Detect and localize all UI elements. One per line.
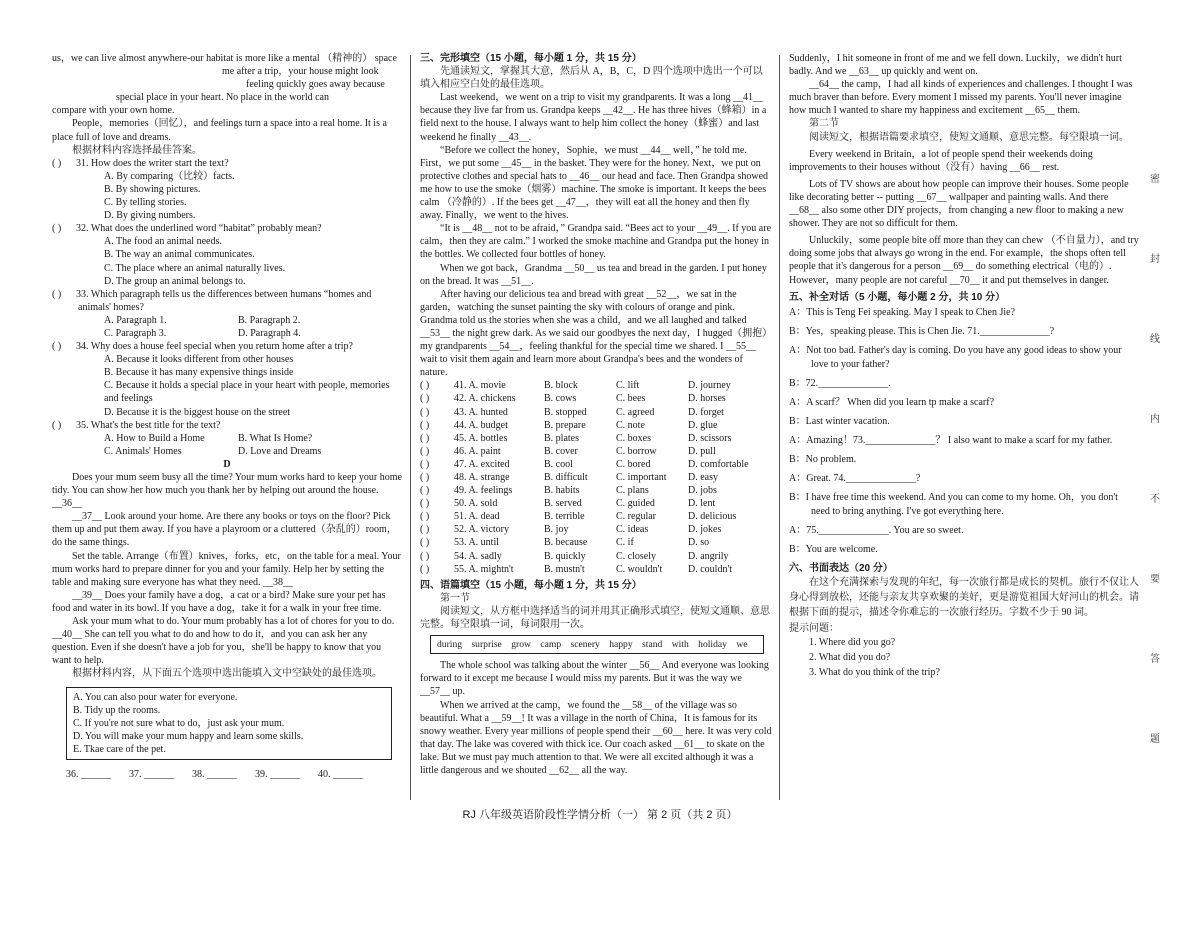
paragraph: When we got back，Grandma __50__ us tea and bread in the garden. I put honey on the bread. It was __51__. <box>420 262 767 287</box>
cloze-option: D. lent <box>688 498 716 510</box>
cloze-option: 51. A. dead <box>454 511 500 523</box>
answer-paren[interactable]: ( ) <box>420 445 430 457</box>
cloze-question-row <box>420 458 772 471</box>
dialog-line: A：A scarf？ When did you learn tp make a scarf? <box>789 396 995 408</box>
cloze-option: B. served <box>544 498 582 510</box>
cloze-option: C. boxes <box>616 432 651 444</box>
option: C. Animals' Homes <box>104 445 182 457</box>
cloze-option: 42. A. chickens <box>454 393 516 405</box>
word-bank-box: during surprise grow camp scenery happy stand with holiday we <box>430 635 764 654</box>
cloze-option: C. wouldn't <box>616 563 663 575</box>
option: D. By giving numbers. <box>104 210 196 222</box>
question-stem: 32. What does the underlined word “habitat” probably mean? <box>76 223 322 235</box>
question-stem: 31. How does the writer start the text? <box>76 157 229 169</box>
cloze-option: 47. A. excited <box>454 458 510 470</box>
dialog-line: B：You are welcome. <box>789 543 878 555</box>
paragraph: Suddenly，I hit someone in front of me and we fell down. Luckily，we didn't hurt badly. And we __63__ up quickly and went on. <box>789 53 1122 78</box>
option: D. Because it is the biggest house on the street <box>104 406 291 418</box>
answer-paren[interactable]: ( ) <box>420 563 430 575</box>
binding-mark: 不 <box>1150 494 1160 505</box>
option: C. By telling stories. <box>104 197 187 209</box>
cloze-option: 53. A. until <box>454 537 500 549</box>
option: D. Love and Dreams <box>238 445 322 457</box>
question-stem: 33. Which paragraph tells us the differences between humans “homes and animals' homes? <box>76 288 372 313</box>
option: B. Because it has many expensive things inside <box>104 367 294 379</box>
section-heading-d: D <box>223 458 231 470</box>
text-line: special place in your heart. No place in the world can <box>116 92 329 104</box>
cloze-question-row <box>420 510 772 523</box>
cloze-option: C. important <box>616 472 667 483</box>
box-option: B. Tidy up the rooms. <box>73 704 161 716</box>
cloze-question-row <box>420 536 772 549</box>
dialog-line[interactable]: B：72.______________. <box>789 377 891 389</box>
paragraph: __39__ Does your family have a dog，a cat or a bird? Make sure your pet has food and water in its bowl. If you have a dog，take it for a walk in your free time. <box>52 589 386 614</box>
dialog-line: B：Last winter vacation. <box>789 415 890 427</box>
cloze-option: D. comfortable <box>688 458 749 470</box>
cloze-option: 44. A. budget <box>454 419 508 431</box>
option: C. The place where an animal naturally lives. <box>104 262 286 274</box>
cloze-option: D. glue <box>688 419 718 431</box>
cloze-option: C. ideas <box>616 524 649 536</box>
answer-paren[interactable]: ( ) <box>420 485 430 497</box>
box-option: C. If you're not sure what to do，just ask your mum. <box>73 717 285 729</box>
cloze-option: B. cover <box>544 445 578 457</box>
column-middle <box>420 52 772 777</box>
cloze-option: C. agreed <box>616 406 655 418</box>
answer-paren[interactable]: ( ) <box>420 550 430 562</box>
cloze-option: C. note <box>616 419 645 431</box>
cloze-option: B. block <box>544 380 578 392</box>
answer-paren[interactable]: ( ) <box>52 419 62 431</box>
dialog-line: A：Not too bad. Father's day is coming. Do you have any good ideas to show your love to your father? <box>789 344 1122 370</box>
option: D. Paragraph 4. <box>238 327 301 339</box>
cloze-option: 43. A. hunted <box>454 406 508 418</box>
cloze-option: B. quickly <box>544 550 586 562</box>
paragraph: Lots of TV shows are about how people can improve their houses. Some people like decorating better -- putting __67__ wallpaper and painting walls. And there __68__ also some other DIY projects，from changing a new floor to making a new shower. They are not so difficult for them. <box>789 178 1129 230</box>
question-stem: 35. What's the best title for the text? <box>76 419 221 431</box>
paragraph: “Before we collect the honey，Sophie，we must __44__ well，” he told me. First，we put some __45__ in the basket. They were for the honey. Next，we put on protective clothes and special hats to __46__ our head and face. Then Grandpa showed me how to use the smoke（烟雾）machine. The smoke is important. It keeps the bees calm （冷静的）. If the bees get __47__，they will eat all the honey and then fly away. Finally，we went to the hives. <box>420 144 769 222</box>
dialog-line: B：No problem. <box>789 453 857 465</box>
cloze-option: 50. A. sold <box>454 498 498 510</box>
cloze-option: D. jokes <box>688 524 722 536</box>
answer-blank[interactable]: 37. ______ <box>129 768 174 780</box>
instruction: 先通读短文，掌握其大意，然后从 A，B，C，D 四个选项中选出一个可以填入相应空白处的最佳选项。 <box>420 66 763 91</box>
cloze-option: 41. A. movie <box>454 380 506 392</box>
answer-paren[interactable]: ( ) <box>420 498 430 510</box>
instruction: 根据材料内容，从下面五个选项中选出能填入文中空缺处的最佳选项。 <box>72 668 382 680</box>
box-option: D. You will make your mum happy and learn some skills. <box>73 730 304 742</box>
answer-paren[interactable]: ( ) <box>52 157 62 169</box>
answer-paren[interactable]: ( ) <box>420 511 430 523</box>
sub-heading: 第二节 <box>809 118 839 130</box>
cloze-option: B. stopped <box>544 406 587 418</box>
cloze-option: 52. A. victory <box>454 524 509 536</box>
cloze-option: D. angrily <box>688 550 729 562</box>
cloze-question-row <box>420 550 772 563</box>
cloze-option: C. bored <box>616 458 651 470</box>
paragraph: Ask your mum what to do. Your mum probably has a lot of chores for you to do. __40__ She can tell you what to do and how to do it，and you can ask her any question. Even if she doesn't have a job for you，she'll be happy to know that you want to help. <box>52 616 395 667</box>
paragraph: After having our delicious tea and bread with great __52__，we sat in the garden，watching the sunset painting the sky with colours of orange and pink. Grandma told us the stories when she was a child，and we all laughed and talked __53__ the night grew dark. As we said our goodbyes the next day，I hugged（拥抱）my grandparents __54__，feeling thankful for the special time we shared. I __55__ wait to visit them again and learn more about Grandpa's bees and the wonders of nature. <box>420 288 768 379</box>
answer-paren[interactable]: ( ) <box>420 524 430 536</box>
paragraph: Set the table. Arrange（布置）knives，forks，etc，on the table for a meal. Your mum works hard to prepare dinner for you and your family. Help her by setting the table and making sure everyone has what they need. __38__ <box>52 550 401 588</box>
text-line: feeling quickly goes away because <box>246 79 385 91</box>
cloze-option: C. borrow <box>616 445 657 457</box>
cloze-option: 46. A. paint <box>454 445 501 457</box>
answer-paren[interactable]: ( ) <box>420 393 430 405</box>
answer-paren[interactable]: ( ) <box>420 432 430 444</box>
section-title: 五、补全对话（5 小题，每小题 2 分，共 10 分） <box>789 291 1006 303</box>
answer-blank[interactable]: 39. ______ <box>255 768 300 780</box>
cloze-option: C. closely <box>616 550 656 562</box>
question-32 <box>52 222 402 287</box>
cloze-option: D. delicious <box>688 511 737 523</box>
cloze-question-row <box>420 432 772 445</box>
paragraph: “It is __48__ not to be afraid，” Grandpa said. “Bees act to your __49__. If you are calm，then they are calm.” I worked the smoke machine and Grandpa put the honey in the bottles. We collected four bottles of honey. <box>420 223 772 261</box>
cloze-option: B. terrible <box>544 511 585 523</box>
binding-mark: 密 <box>1150 174 1160 185</box>
cloze-option: D. couldn't <box>688 563 733 575</box>
binding-mark: 封 <box>1150 254 1160 265</box>
cloze-question-row <box>420 497 772 510</box>
cloze-question-row <box>420 392 772 405</box>
answer-blank[interactable]: 36. ______ <box>66 768 111 780</box>
paragraph: Unluckily，some people bite off more than they can chew （不自量力），and try doing some jobs that always go wrong in the end. For example，the shops often tell people that it's dangerous for a person __69__ do something electrical（电的）. However，many people are not careful __70__ it and put themselves in danger. <box>789 235 1139 286</box>
option: B. What Is Home? <box>238 432 313 444</box>
option: C. Because it holds a special place in your heart with people, memories and feelings <box>104 380 390 405</box>
cloze-option: 48. A. strange <box>454 472 510 483</box>
column-right <box>789 52 1139 680</box>
cloze-option: B. joy <box>544 524 569 536</box>
answer-paren[interactable]: ( ) <box>420 472 430 483</box>
answer-blank[interactable]: 40. ______ <box>318 768 363 780</box>
section-title: 四、语篇填空（15 小题，每小题 1 分，共 15 分） <box>420 579 642 591</box>
cloze-option: B. cows <box>544 393 577 405</box>
answer-paren[interactable]: ( ) <box>420 406 430 418</box>
paragraph: __64__ the camp，I had all kinds of experiences and challenges. I thought I was much braver than before. Every moment I missed my parents. You'll never imagine how much I wanted to share my happiness and excitement __65__ them. <box>789 79 1133 117</box>
text-line: compare with your own home. <box>52 105 175 117</box>
cloze-option: B. difficult <box>544 472 588 483</box>
binding-mark: 答 <box>1150 654 1160 665</box>
cloze-question-row <box>420 445 772 458</box>
cloze-option: B. cool <box>544 458 573 470</box>
cloze-option: B. habits <box>544 485 580 497</box>
binding-mark: 内 <box>1150 414 1160 425</box>
hint: 3. What do you think of the trip? <box>809 666 940 678</box>
cloze-option: D. easy <box>688 472 718 483</box>
dialog <box>789 306 1139 557</box>
dialog-line[interactable]: A：75.______________. You are so sweet. <box>789 524 964 536</box>
question-33 <box>52 288 402 340</box>
section-title: 三、完形填空（15 小题，每小题 1 分，共 15 分） <box>420 53 642 64</box>
sub-heading: 第一节 <box>440 592 470 604</box>
cloze-option: D. forget <box>688 406 724 418</box>
cloze-question-row <box>420 563 772 576</box>
text-line: us，we can live almost anywhere-our habitat is more like a mental （精神的） space <box>52 53 397 64</box>
cloze-option: D. jobs <box>688 485 717 497</box>
cloze-option: D. scissors <box>688 432 732 444</box>
answer-paren[interactable]: ( ) <box>420 458 430 470</box>
cloze-option: C. guided <box>616 498 655 510</box>
text-line: me after a trip，your house might look <box>222 66 379 78</box>
cloze-question-row <box>420 523 772 536</box>
paragraph: The whole school was talking about the winter __56__ And everyone was looking forward to it except me because I would miss my parents. But it was the way we __57__ up. <box>420 660 769 698</box>
box-option: A. You can also pour water for everyone. <box>73 691 238 703</box>
binding-mark: 题 <box>1150 734 1160 745</box>
cloze-option: B. prepare <box>544 419 586 431</box>
paragraph: Every weekend in Britain，a lot of people spend their weekends doing improvements to their houses without（没有）having __66__ rest. <box>789 148 1093 173</box>
hint-title: 提示问题： <box>789 622 839 634</box>
cloze-option: C. plans <box>616 485 649 497</box>
paragraph: Last weekend，we went on a trip to visit my grandparents. It was a long __41__ because they live far from us. Grandpa keeps __42__. He has three hives（蜂箱）in a field next to the house. I always want to help him collect the honey（蜂蜜）and last weekend he finally __43__. <box>420 92 767 143</box>
dialog-line: A：This is Teng Fei speaking. May I speak to Chen Jie? <box>789 306 1016 318</box>
option: B. The way an animal communicates. <box>104 249 255 261</box>
binding-mark: 要 <box>1150 574 1160 585</box>
option: A. How to Build a Home <box>104 432 205 444</box>
cloze-question-row <box>420 406 772 419</box>
answer-blank[interactable]: 38. ______ <box>192 768 237 780</box>
cloze-options-table <box>420 379 772 575</box>
option: D. The group an animal belongs to. <box>104 275 246 287</box>
cloze-option: C. regular <box>616 511 656 523</box>
binding-mark: 线 <box>1150 334 1160 345</box>
dialog-line[interactable]: A：Amazing！73.______________？ I also want to make a scarf for my father. <box>789 434 1113 446</box>
column-left <box>52 52 402 781</box>
option: C. Paragraph 3. <box>104 327 167 339</box>
cloze-option: B. because <box>544 537 588 549</box>
column-divider <box>779 55 780 800</box>
cloze-option: D. horses <box>688 393 726 405</box>
answer-blanks <box>52 768 402 781</box>
cloze-question-row <box>420 419 772 432</box>
cloze-option: B. plates <box>544 432 579 444</box>
answer-paren[interactable]: ( ) <box>420 380 430 392</box>
cloze-option: B. mustn't <box>544 563 585 575</box>
option: B. Paragraph 2. <box>238 314 301 326</box>
option: A. The food an animal needs. <box>104 236 222 248</box>
answer-paren[interactable]: ( ) <box>52 223 62 235</box>
option: A. Because it looks different from other houses <box>104 354 294 366</box>
cloze-question-row <box>420 379 772 392</box>
option: A. By comparing（比较）facts. <box>104 170 235 182</box>
answer-paren[interactable]: ( ) <box>420 537 430 549</box>
cloze-option: 54. A. sadly <box>454 550 502 562</box>
paragraph: __37__ Look around your home. Are there any books or toys on the floor? Pick them up and put them away. If you have a playroom or a cluttered（杂乱的）room，do the same things. <box>52 511 397 549</box>
cloze-option: C. if <box>616 537 634 549</box>
section-title: 六、书面表达（20 分） <box>789 562 893 574</box>
page-footer: RJ 八年级英语阶段性学情分析（一） 第 2 页（共 2 页） <box>462 809 738 821</box>
cloze-option: 45. A. bottles <box>454 432 508 444</box>
dialog-line[interactable]: B：Yes，speaking please. This is Chen Jie. 71.______________? <box>789 325 1055 337</box>
instruction: 阅读短文，从方框中选择适当的词并用其正确形式填空，使短文通顺、意思完整。每空限填一词，每词限用一次。 <box>420 605 770 631</box>
answer-paren[interactable]: ( ) <box>52 288 62 300</box>
instruction: 阅读短文，根据语篇要求填空，使短文通顺、意思完整。每空限填一词。 <box>809 131 1129 143</box>
box-option: E. Tkae care of the pet. <box>73 743 166 755</box>
cloze-option: C. bees <box>616 393 646 405</box>
question-35 <box>52 419 402 458</box>
answer-paren[interactable]: ( ) <box>420 419 430 431</box>
cloze-option: 49. A. feelings <box>454 485 513 497</box>
option: A. Paragraph 1. <box>104 314 167 326</box>
paragraph: When we arrived at the camp，we found the __58__ of the village was so beautiful. What a __59__! It was a village in the north of China，It is famous for its snowy weather. Every year millions of people spend their __60__ here. It was very cold that day. The lake was covered with thick ice. Our coach asked __61__ to skate on the lake. But we must pay much attention to that. We were all excited although it was a little dangerous and we shouted __62__ all the way. <box>420 699 772 776</box>
dialog-line[interactable]: A：Great. 74.______________? <box>789 472 921 484</box>
option: B. By showing pictures. <box>104 183 201 195</box>
question-stem: 34. Why does a house feel special when you return home after a trip? <box>76 341 353 353</box>
instruction: 根据材料内容选择最佳答案。 <box>72 144 202 156</box>
paragraph: People，memories（回忆），and feelings turn a space into a real home. It is a place full of love and dreams. <box>52 118 387 143</box>
cloze-question-row <box>420 471 772 484</box>
hint: 2. What did you do? <box>809 651 891 663</box>
paragraph: Does your mum seem busy all the time? Your mum works hard to keep your home tidy. You can show her how much you thank her by helping out around the house. __36__ <box>52 472 402 510</box>
question-34 <box>52 340 402 419</box>
cloze-question-row <box>420 484 772 497</box>
cloze-option: 55. A. mightn't <box>454 563 514 575</box>
dialog-line: B：I have free time this weekend. And you can come to my home. Oh，you don't need to bring anything. I've got everything here. <box>789 491 1118 517</box>
cloze-option: D. so <box>688 537 710 549</box>
question-31 <box>52 157 402 222</box>
writing-prompt: 在这个充满探索与发现的年纪，每一次旅行都是成长的契机。旅行不仅让人身心得到放松，还能与亲友共享欢聚的美好，更是游览祖国大好河山的机会。请根据下面的提示，描述令你难忘的一次旅行经历。字数不少于 90 词。 <box>789 576 1139 618</box>
options-box <box>66 687 392 760</box>
cloze-option: D. journey <box>688 380 731 392</box>
hint: 1. Where did you go? <box>809 636 896 648</box>
answer-paren[interactable]: ( ) <box>52 341 62 353</box>
cloze-option: D. pull <box>688 445 716 457</box>
cloze-option: C. lift <box>616 380 640 392</box>
binding-line-marks <box>1150 140 1164 780</box>
column-divider <box>410 55 411 800</box>
